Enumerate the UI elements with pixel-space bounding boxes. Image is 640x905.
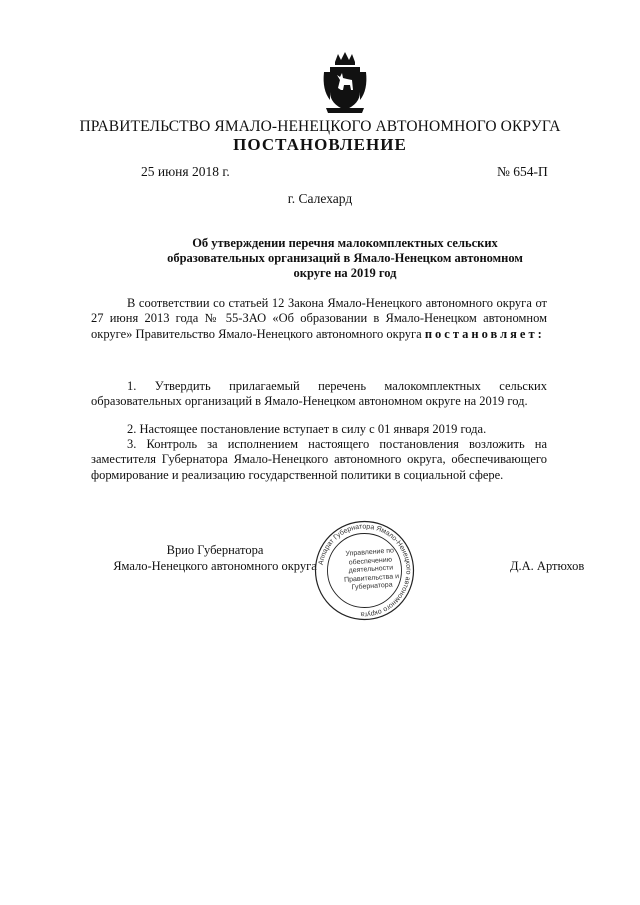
resolves-word: постановляет: — [424, 326, 545, 341]
signatory-name: Д.А. Артюхов — [510, 559, 585, 573]
organization-name: ПРАВИТЕЛЬСТВО ЯМАЛО-НЕНЕЦКОГО АВТОНОМНОГО ОКРУГА — [79, 118, 561, 135]
document-number: № 654-П — [497, 164, 548, 179]
intro-text: В соответствии со статьей 12 Закона Ямало-Ненецкого автономного округа от 27 июня 2013 года № 55-ЗАО «Об образовании в Ямало-Ненецком автономном округе» Правительство Ямало-Ненецкого автономного округа — [91, 296, 547, 341]
document-type: ПОСТАНОВЛЕНИЕ — [233, 135, 407, 154]
stamp-inner-text: Управление по обеспечению деятельности Правительства и Губернатора — [343, 547, 400, 592]
document-date: 25 июня 2018 г. — [141, 164, 230, 179]
coat-of-arms-emblem — [322, 52, 368, 114]
signatory-position-line1: Врио Губернатора — [166, 543, 264, 557]
signatory-position-line2: Ямало-Ненецкого автономного округа — [113, 558, 317, 573]
resolution-item-1: 1. Утвердить прилагаемый перечень малокомплектных сельских образовательных организаций в Ямало-Ненецком автономном округе на 2019 год. — [91, 379, 547, 409]
signatory-position — [95, 543, 335, 574]
stamp-outer-text: Аппарат Губернатора Ямало-Ненецкого автономного округа — [317, 523, 412, 618]
document-city: г. Салехард — [287, 191, 353, 206]
document-title: Об утверждении перечня малокомплектных сельских образовательных организаций в Ямало-Ненецком автономном округе на 2019 год — [167, 236, 523, 280]
intro-paragraph — [91, 296, 547, 342]
resolution-item-2: 2. Настоящее постановление вступает в силу с 01 января 2019 года. — [127, 422, 487, 436]
resolution-item-3: 3. Контроль за исполнением настоящего постановления возложить на заместителя Губернатора Ямало-Ненецкого автономного округа, обеспечивающего формирование и реализацию государственной политики в социальной сфере. — [91, 437, 547, 482]
